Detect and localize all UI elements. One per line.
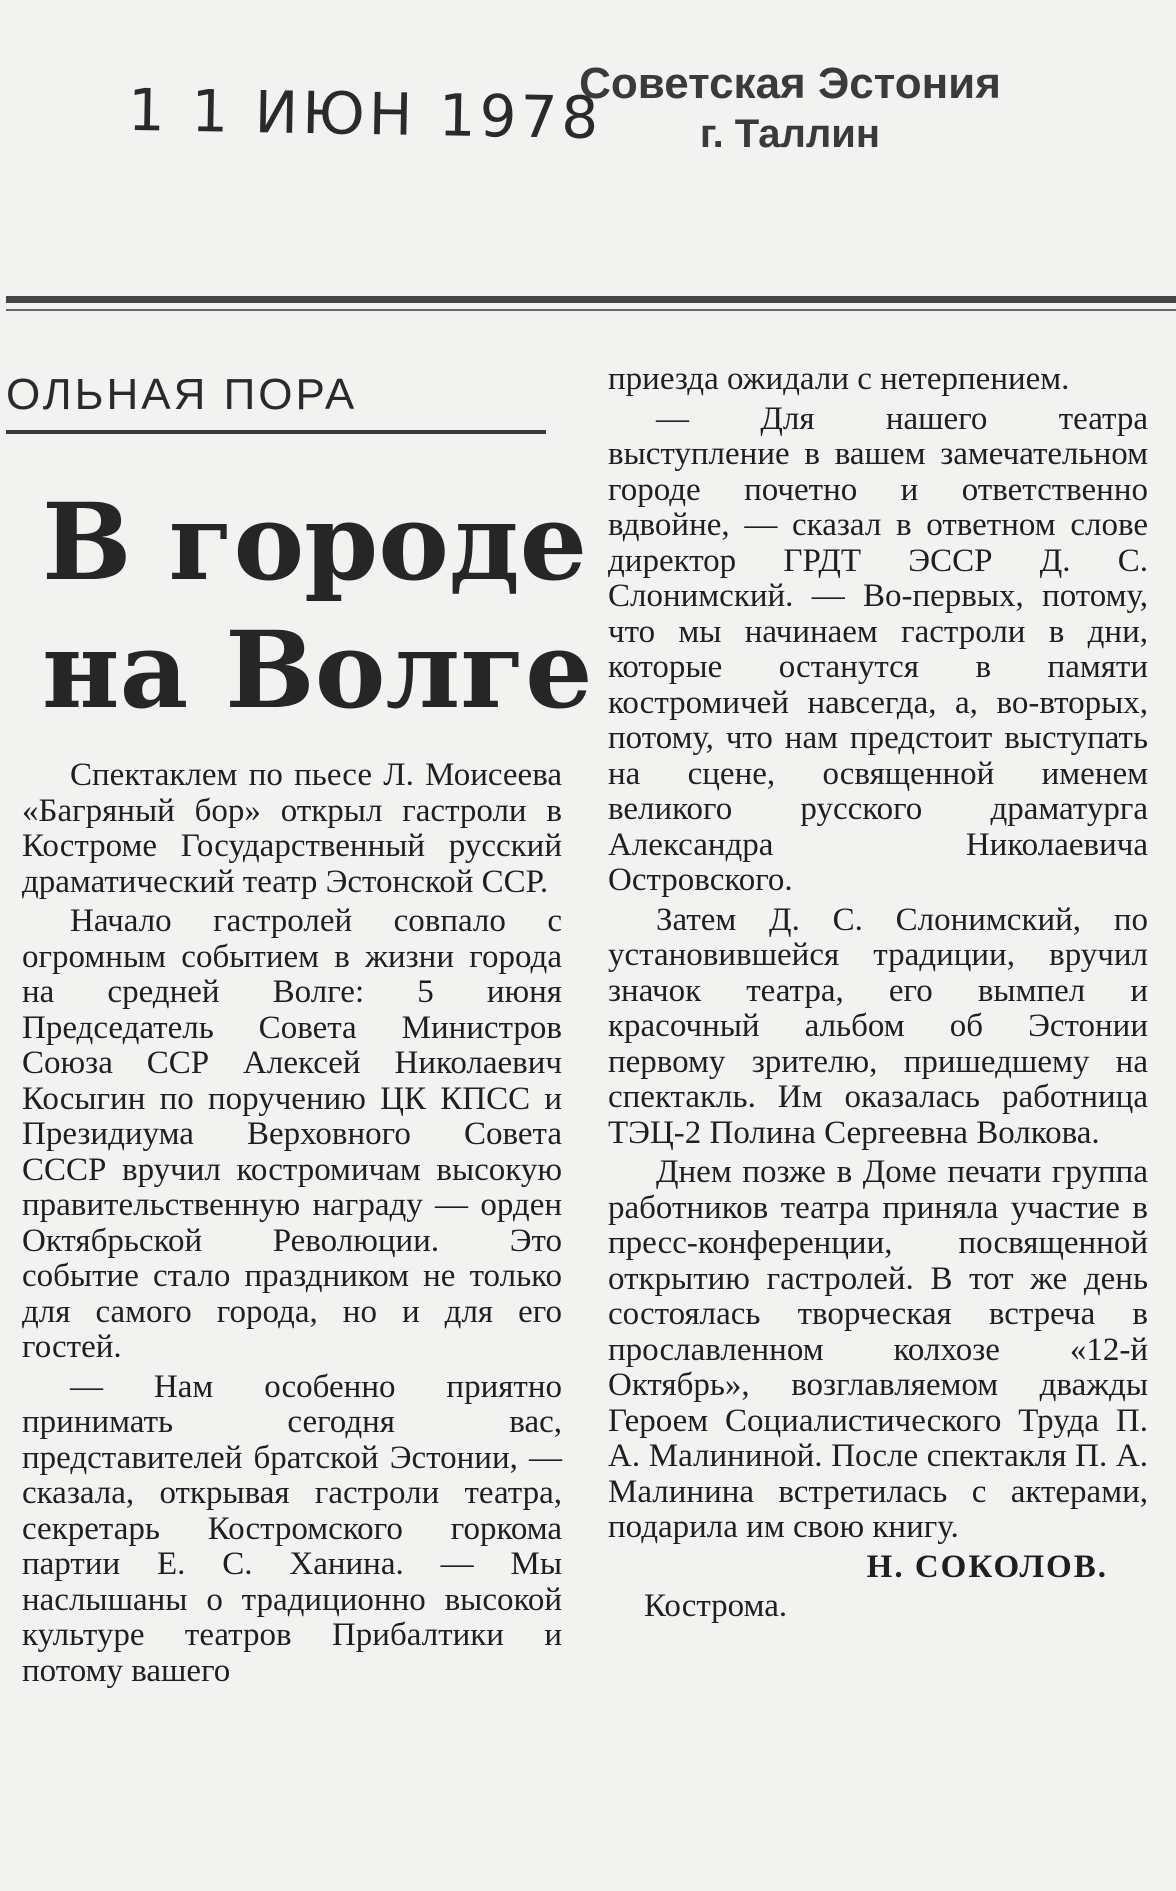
masthead-rule-thin: [6, 309, 1176, 311]
article-paragraph: Затем Д. С. Слонимский, по установившейся традиции, вручил значок театра, его вымпел и красочный альбом об Эстонии первому зрителю, пришедшему на спектакль. Им оказалась работница ТЭЦ-2 Полина Сергеевна Волкова.: [608, 901, 1148, 1151]
article-paragraph: Днем позже в Доме печати группа работников театра приняла участие в пресс-конференции, посвященной открытию гастролей. В тот же день состоялась творческая встреча в прославленном колхозе «12-й Октябрь», возглавляемом дважды Героем Социалистического Труда П. А. Малининой. После спектакля П. А. Малинина встретилась с актерами, подарила им свою книгу.: [608, 1154, 1148, 1545]
article-left-column: [22, 758, 562, 1693]
article-headline: [42, 478, 593, 734]
article-paragraph: Начало гастролей совпало с огромным событием в жизни города на средней Волге: 5 июня Председатель Совета Министров Союза ССР Алексей Николаевич Косыгин по поручению ЦК КПСС и Президиума Верховного Совета СССР вручил костромичам высокую правительственную награду — орден Октябрьской Революции. Это событие стало праздником не только для самого города, но и для его гостей.: [22, 903, 562, 1365]
article-right-column: [608, 362, 1148, 1629]
newspaper-label: [540, 58, 1040, 158]
headline-line-1: В городе: [42, 479, 588, 604]
masthead-rule: [6, 296, 1176, 303]
section-rubric: ОЛЬНАЯ ПОРА: [6, 370, 358, 419]
newspaper-name: Советская Эстония: [579, 59, 1001, 108]
headline-line-2: на Волге: [42, 607, 593, 732]
date-stamp: 1 1 ИЮН 1978: [127, 75, 603, 153]
article-paragraph-continued: приезда ожидали с нетерпением.: [608, 361, 1070, 397]
article-paragraph: — Для нашего театра выступление в вашем замечательном городе почетно и ответственно вдвойне, — сказал в ответном слове директор ГРДТ ЭССР Д. С. Слонимский. — Во-первых, потому, что мы начинаем гастроли в дни, которые останутся в памяти костромичей навсегда, а, во-вторых, потому, что нам предстоит выступать на сцене, освященной именем великого русского драматурга Александра Николаевича Островского.: [608, 400, 1148, 898]
rubric-underline: [6, 430, 546, 434]
author-signature: Н. СОКОЛОВ.: [866, 1548, 1108, 1585]
article-paragraph: Спектаклем по пьесе Л. Моисеева «Багряный бор» открыл гастроли в Костроме Государственный русский драматический театр Эстонской ССР.: [22, 757, 562, 900]
article-dateline: Кострома.: [644, 1588, 788, 1624]
newspaper-city: г. Таллин: [699, 112, 881, 156]
article-paragraph: — Нам особенно приятно принимать сегодня вас, представителей братской Эстонии, — сказала, открывая гастроли театра, секретарь Костромского горкома партии Е. С. Ханина. — Мы наслышаны о традиционно высокой культуре театров Прибалтики и потому вашего: [22, 1368, 562, 1689]
